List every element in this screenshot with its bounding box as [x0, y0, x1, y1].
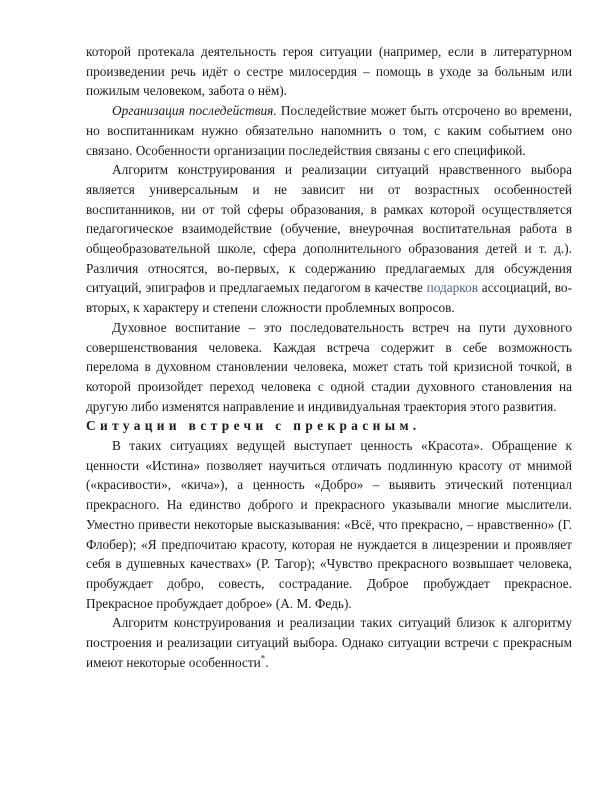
aftereffect-text: Последействие может быть отсрочено во времени, но воспитанникам нужно обязательно напомнить о том, с каким событием оно связано. Особенности организации последействия связаны с его спецификой.: [86, 103, 572, 158]
paragraph-continuation: которой протекала деятельность героя ситуации (например, если в литературном произведении речь идёт о сестре милосердия – помощь в уходе за больным или пожилым человеком, забота о нём).: [86, 44, 572, 99]
paragraph-features: [86, 613, 572, 672]
aftereffect-lead: Организация последействия.: [112, 103, 277, 119]
section-heading: Ситуации встречи с прекрасным.: [86, 418, 421, 434]
algorithm-text-end: ассоциаций, во-вторых, к характеру и степени сложности проблемных вопросов.: [86, 280, 572, 316]
gifts-link[interactable]: подарков: [426, 280, 479, 296]
algorithm-text-start: Алгоритм конструирования и реализации ситуаций нравственного выбора является универсальным и не зависит ни от возрастных особенностей воспитанников, ни от той сферы образования, в рамках которой осуществляется педагогическое взаимодействие (обучение, внеурочная воспитательная работа в общеобразовательной школе, сфера дополнительного образования детей и т. д.). Различия относятся, во-первых, к содержанию предлагаемых для обсуждения ситуаций, эпиграфов и предлагаемых педагогом в качестве: [86, 162, 572, 296]
features-text: Алгоритм конструирования и реализации таких ситуаций близок к алгоритму построения и реализации ситуаций выбора. Однако ситуации встречи с прекрасным имеют некоторые особенности: [86, 615, 572, 670]
paragraph-spiritual-education: Духовное воспитание – это последовательность встреч на пути духовного совершенствования человека. Каждая встреча содержит в себе возможность перелома в духовном становлении человека, может стать той кризисной точкой, в которой произойдет переход человека с одной стадии духовного становления на другую либо изменятся направление и индивидуальная траектория этого развития.: [86, 319, 572, 414]
paragraph-aftereffect: [86, 101, 572, 160]
paragraph-algorithm: [86, 160, 572, 318]
body-text: [86, 42, 572, 673]
paragraph-beauty: В таких ситуациях ведущей выступает ценность «Красота». Обращение к ценности «Истина» позволяет научиться отличать подлинную красоту от мнимой («красивости», «кича»), а ценность «Добро» – выявить этический потенциал прекрасного. На единство доброго и прекрасного указывали многие мыслители. Уместно привести некоторые высказывания: «Всё, что прекрасно, – нравственно» (Г. Флобер); «Я предпочитаю красоту, которая не нуждается в лицезрении и проявляет себя в душевных качествах» (Р. Тагор); «Чувство прекрасного возвышает человека, пробуждает добро, совесть, сострадание. Доброе пробуждает прекрасное. Прекрасное пробуждает доброе» (А. М. Федь).: [86, 438, 572, 611]
features-end: .: [265, 654, 269, 670]
footnote-mark[interactable]: *: [260, 653, 266, 664]
